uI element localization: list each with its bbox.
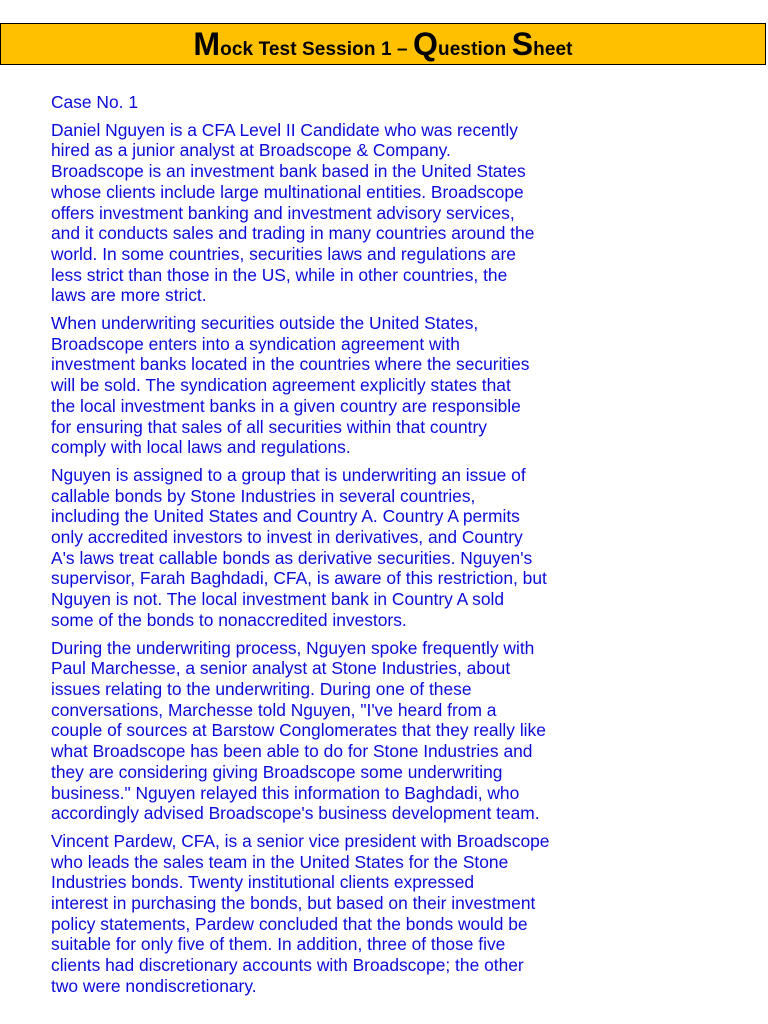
- title-initial: S: [511, 25, 534, 62]
- paragraph-line: issues relating to the underwriting. During one of these: [51, 678, 472, 699]
- paragraph-line: clients had discretionary accounts with Broadscope; the other: [51, 955, 524, 976]
- paragraph-line: will be sold. The syndication agreement explicitly states that: [51, 375, 511, 396]
- paragraph-line: conversations, Marchesse told Nguyen, "I've heard from a: [51, 699, 497, 720]
- paragraph-line: Daniel Nguyen is a CFA Level II Candidate who was recently: [51, 119, 518, 140]
- paragraph-line: business." Nguyen relayed this information to Baghdadi, who: [51, 782, 520, 803]
- paragraph-line: Nguyen is not. The local investment bank in Country A sold: [51, 589, 505, 610]
- paragraph-line: Paul Marchesse, a senior analyst at Stone Industries, about: [51, 658, 511, 679]
- paragraph-line: Nguyen is assigned to a group that is underwriting an issue of: [51, 464, 526, 485]
- paragraph-line: offers investment banking and investment advisory services,: [51, 202, 515, 223]
- title-text: ock Test Session 1 –: [220, 38, 414, 60]
- title-initial: Q: [413, 25, 439, 62]
- paragraph-line: including the United States and Country A. Country A permits: [51, 506, 520, 527]
- case-paragraph: [51, 831, 751, 997]
- title-banner: [0, 23, 766, 65]
- paragraph-line: and it conducts sales and trading in many countries around the: [51, 223, 535, 244]
- paragraph-line: some of the bonds to nonaccredited investors.: [51, 609, 407, 630]
- paragraph-line: laws are more strict.: [51, 285, 207, 306]
- paragraph-line: accordingly advised Broadscope's business development team.: [51, 803, 540, 824]
- paragraph-line: policy statements, Pardew concluded that the bonds would be: [51, 913, 528, 934]
- paragraph-line: they are considering giving Broadscope some underwriting: [51, 761, 503, 782]
- paragraph-line: investment banks located in the countries where the securities: [51, 354, 530, 375]
- paragraph-line: only accredited investors to invest in derivatives, and Country: [51, 527, 523, 548]
- page-title: [193, 25, 573, 62]
- paragraph-line: less strict than those in the US, while in other countries, the: [51, 264, 508, 285]
- paragraph-line: supervisor, Farah Baghdadi, CFA, is aware of this restriction, but: [51, 568, 547, 589]
- paragraph-line: who leads the sales team in the United States for the Stone: [51, 851, 509, 872]
- case-paragraphs: [51, 120, 751, 997]
- paragraph-line: A's laws treat callable bonds as derivative securities. Nguyen's: [51, 547, 533, 568]
- case-label: Case No. 1: [51, 92, 138, 112]
- case-content: [51, 92, 751, 1004]
- paragraph-line: When underwriting securities outside the United States,: [51, 313, 479, 334]
- case-paragraph: [51, 465, 751, 631]
- paragraph-line: the local investment banks in a given country are responsible: [51, 395, 521, 416]
- paragraph-line: world. In some countries, securities laws and regulations are: [51, 243, 516, 264]
- paragraph-line: interest in purchasing the bonds, but based on their investment: [51, 893, 536, 914]
- paragraph-line: callable bonds by Stone Industries in several countries,: [51, 485, 476, 506]
- paragraph-line: comply with local laws and regulations.: [51, 437, 351, 458]
- title-text: heet: [533, 38, 573, 60]
- paragraph-line: suitable for only five of them. In addition, three of those five: [51, 934, 506, 955]
- case-paragraph: [51, 120, 751, 306]
- paragraph-line: whose clients include large multinational entities. Broadscope: [51, 181, 524, 202]
- case-paragraph: [51, 638, 751, 824]
- paragraph-line: for ensuring that sales of all securities within that country: [51, 416, 487, 437]
- paragraph-line: Industries bonds. Twenty institutional clients expressed: [51, 872, 475, 893]
- title-initial: M: [193, 25, 221, 62]
- paragraph-line: During the underwriting process, Nguyen spoke frequently with: [51, 637, 535, 658]
- paragraph-line: what Broadscope has been able to do for Stone Industries and: [51, 741, 533, 762]
- paragraph-line: two were nondiscretionary.: [51, 975, 257, 996]
- case-paragraph: [51, 313, 751, 458]
- paragraph-line: hired as a junior analyst at Broadscope & Company.: [51, 140, 451, 161]
- paragraph-line: couple of sources at Barstow Conglomerates that they really like: [51, 720, 546, 741]
- title-text: uestion: [438, 38, 512, 60]
- paragraph-line: Broadscope enters into a syndication agreement with: [51, 333, 460, 354]
- paragraph-line: Vincent Pardew, CFA, is a senior vice president with Broadscope: [51, 830, 550, 851]
- paragraph-line: Broadscope is an investment bank based in the United States: [51, 161, 526, 182]
